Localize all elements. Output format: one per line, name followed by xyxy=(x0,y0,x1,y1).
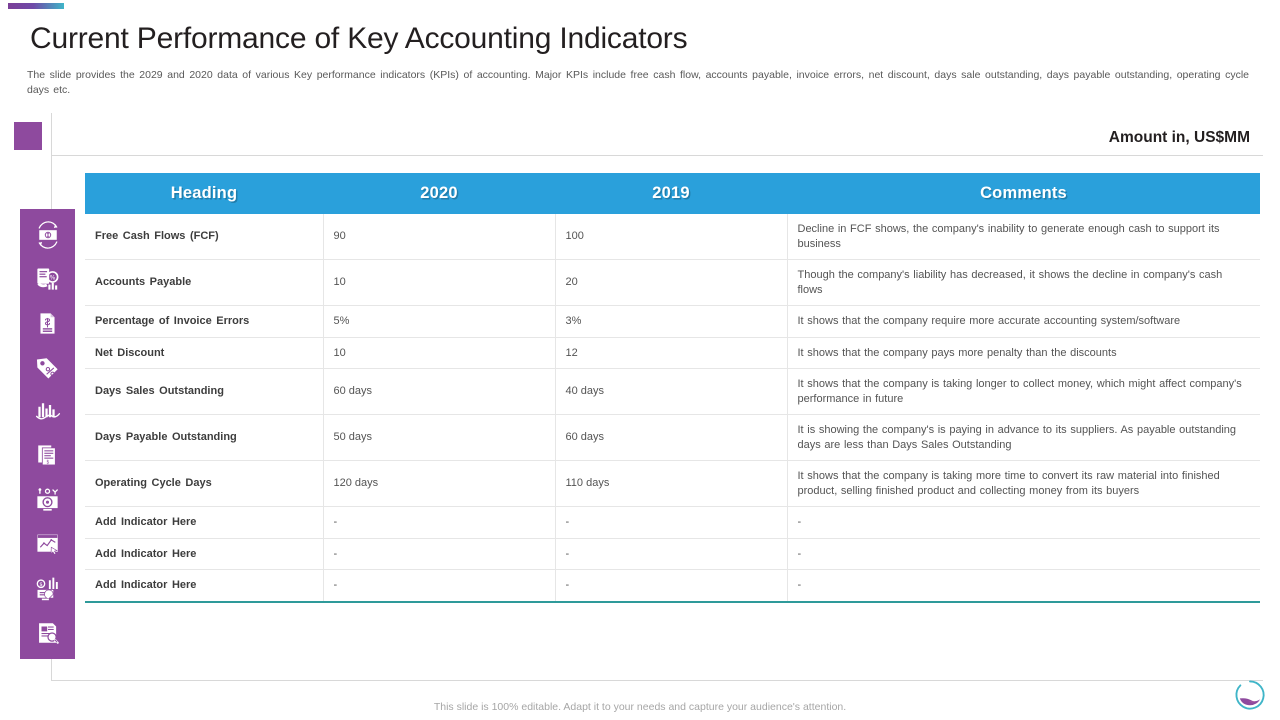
cell-2019: 100 xyxy=(555,214,787,260)
svg-text:$: $ xyxy=(38,581,43,588)
report-search-icon xyxy=(33,618,63,648)
cell-2020: 120 days xyxy=(323,461,555,507)
cell-heading: Days Payable Outstanding xyxy=(85,415,323,461)
table-row[interactable] xyxy=(85,461,1260,507)
column-header-heading[interactable]: Heading xyxy=(85,173,323,214)
cell-2019: 110 days xyxy=(555,461,787,507)
table-row[interactable] xyxy=(85,415,1260,461)
cell-2020: - xyxy=(323,538,555,570)
cell-heading: Days Sales Outstanding xyxy=(85,369,323,415)
cell-comment: It is showing the company's is paying in advance to its suppliers. As payable outstanding days are less than Days Sales Outstanding xyxy=(787,415,1260,461)
column-header-2019[interactable]: 2019 xyxy=(555,173,787,214)
cell-heading: Accounts Payable xyxy=(85,260,323,306)
table-body xyxy=(85,214,1260,602)
horizontal-divider-top xyxy=(51,155,1263,156)
table-row[interactable] xyxy=(85,214,1260,260)
cell-comment: - xyxy=(787,538,1260,570)
cell-comment: Decline in FCF shows, the company's inability to generate enough cash to support its business xyxy=(787,214,1260,260)
purple-accent-square xyxy=(14,122,42,150)
cell-heading: Add Indicator Here xyxy=(85,538,323,570)
invoice-report-icon xyxy=(33,264,63,294)
cell-heading: Net Discount xyxy=(85,337,323,369)
column-header-comments[interactable]: Comments xyxy=(787,173,1260,214)
cell-comment: Though the company's liability has decreased, it shows the decline in company's cash flows xyxy=(787,260,1260,306)
table-row[interactable] xyxy=(85,570,1260,602)
cell-comment: It shows that the company is taking more time to convert its raw material into finished product, selling finished product and collecting money from its buyers xyxy=(787,461,1260,507)
brand-logo-icon xyxy=(1233,678,1267,712)
table-header xyxy=(85,173,1260,214)
cell-2019: - xyxy=(555,538,787,570)
cell-2020: 50 days xyxy=(323,415,555,461)
cell-heading: Add Indicator Here xyxy=(85,570,323,602)
cell-2020: - xyxy=(323,570,555,602)
bar-chart-icon xyxy=(33,397,63,427)
documents-stack-icon xyxy=(33,441,63,471)
cell-heading: Percentage of Invoice Errors xyxy=(85,306,323,338)
cell-comment: It shows that the company require more accurate accounting system/software xyxy=(787,306,1260,338)
page-title: Current Performance of Key Accounting Indicators xyxy=(30,22,688,55)
cell-comment: It shows that the company is taking longer to collect money, which might affect company's performance in future xyxy=(787,369,1260,415)
cell-2020: 10 xyxy=(323,260,555,306)
horizontal-divider-bottom xyxy=(51,680,1263,681)
cell-comment: - xyxy=(787,507,1260,539)
cell-heading: Free Cash Flows (FCF) xyxy=(85,214,323,260)
amount-units-label: Amount in, US$MM xyxy=(1108,129,1250,146)
cell-2020: 5% xyxy=(323,306,555,338)
analysis-monitor-icon xyxy=(33,485,63,515)
table-row[interactable] xyxy=(85,337,1260,369)
cell-comment: - xyxy=(787,570,1260,602)
icon-rail xyxy=(20,209,75,659)
cell-2019: 3% xyxy=(555,306,787,338)
svg-text:$: $ xyxy=(45,459,49,466)
top-accent-bar xyxy=(8,3,64,9)
cell-2019: 12 xyxy=(555,337,787,369)
page-subtitle: The slide provides the 2029 and 2020 data of various Key performance indicators (KPIs) of accounting. Major KPIs include free cash flow, accounts payable, invoice errors, net discount, days sale outstanding, days payable outstanding, operating cycle days etc. xyxy=(27,69,1249,96)
table-row[interactable] xyxy=(85,369,1260,415)
kpi-table xyxy=(85,173,1260,603)
footer-note: This slide is 100% editable. Adapt it to your needs and capture your audience's attention. xyxy=(433,701,847,713)
cell-2020: - xyxy=(323,507,555,539)
table-row[interactable] xyxy=(85,260,1260,306)
cash-flow-icon xyxy=(33,220,63,250)
table-row[interactable] xyxy=(85,306,1260,338)
cell-2019: 40 days xyxy=(555,369,787,415)
cell-2019: - xyxy=(555,570,787,602)
table-header-row xyxy=(85,173,1260,214)
cell-heading: Operating Cycle Days xyxy=(85,461,323,507)
cell-heading: Add Indicator Here xyxy=(85,507,323,539)
cell-2019: 60 days xyxy=(555,415,787,461)
cell-2019: 20 xyxy=(555,260,787,306)
svg-text:%: % xyxy=(49,275,56,282)
cell-2020: 60 days xyxy=(323,369,555,415)
discount-tag-icon xyxy=(33,353,63,383)
cell-2020: 90 xyxy=(323,214,555,260)
trend-chart-click-icon xyxy=(33,529,63,559)
data-dashboard-icon xyxy=(33,574,63,604)
table-row[interactable] xyxy=(85,538,1260,570)
cell-comment: It shows that the company pays more penalty than the discounts xyxy=(787,337,1260,369)
bill-dollar-icon xyxy=(33,308,63,338)
cell-2020: 10 xyxy=(323,337,555,369)
table-row[interactable] xyxy=(85,507,1260,539)
cell-2019: - xyxy=(555,507,787,539)
column-header-2020[interactable]: 2020 xyxy=(323,173,555,214)
